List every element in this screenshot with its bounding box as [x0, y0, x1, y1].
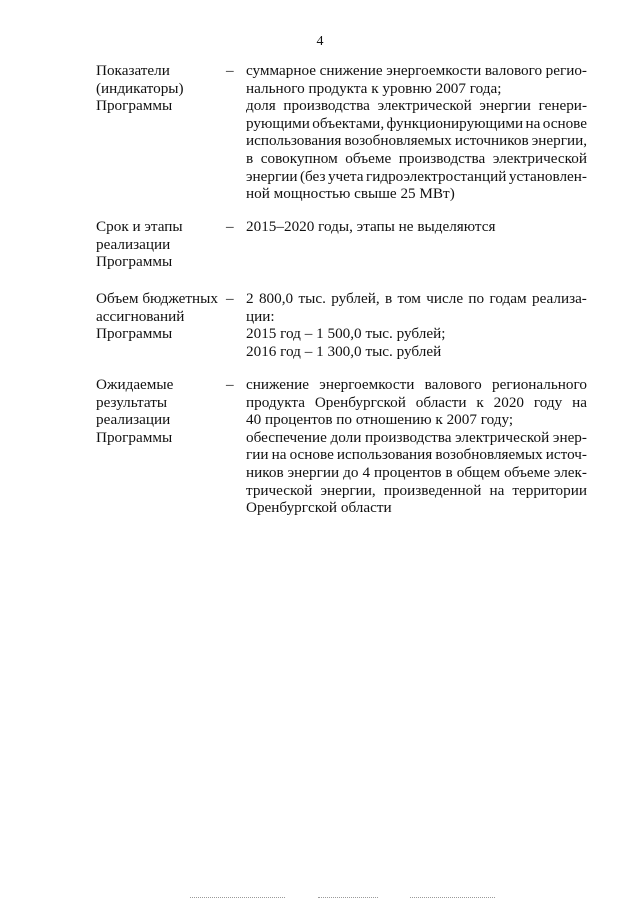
section-dash: –	[226, 376, 234, 393]
section-dash: –	[226, 290, 234, 307]
section-content: суммарное снижение энергоемкости валового регио- нального продукта к уровню 2007 года; доля производства электрической энергии генери- рующими объектами, функционирующими на основе использования возобновляемых источников энергии, в совокупном объеме производства электрической энергии (без учета гидроэлектростанций установлен- ной мощностью свыше 25 МВт)	[246, 62, 587, 203]
section-content: 2 800,0 тыс. рублей, в том числе по годам реализа- ции: 2015 год – 1 500,0 тыс. рублей; 2016 год – 1 300,0 тыс. рублей	[246, 290, 587, 360]
section-label: Объем бюджетных ассигнований Программы	[96, 290, 218, 343]
scan-artifact	[318, 897, 378, 899]
section-label: Ожидаемые результаты реализации Программы	[96, 376, 174, 446]
section-content: 2015–2020 годы, этапы не выделяются	[246, 218, 496, 235]
scan-artifact	[190, 897, 285, 899]
section-dash: –	[226, 62, 234, 79]
page-number: 4	[316, 34, 324, 49]
section-content: снижение энергоемкости валового регионального продукта Оренбургской области к 2020 году на 40 процентов по отношению к 2007 году; обеспечение доли производства электрической энер- гии на основе использования возобновляемых источ- ников энергии до 4 процентов в общем объеме элек- трической энергии, произведенной на территории Оренбургской области	[246, 376, 587, 517]
section-dash: –	[226, 218, 234, 235]
section-label: Показатели (индикаторы) Программы	[96, 62, 184, 115]
section-label: Срок и этапы реализации Программы	[96, 218, 183, 271]
scan-artifact	[410, 897, 495, 899]
